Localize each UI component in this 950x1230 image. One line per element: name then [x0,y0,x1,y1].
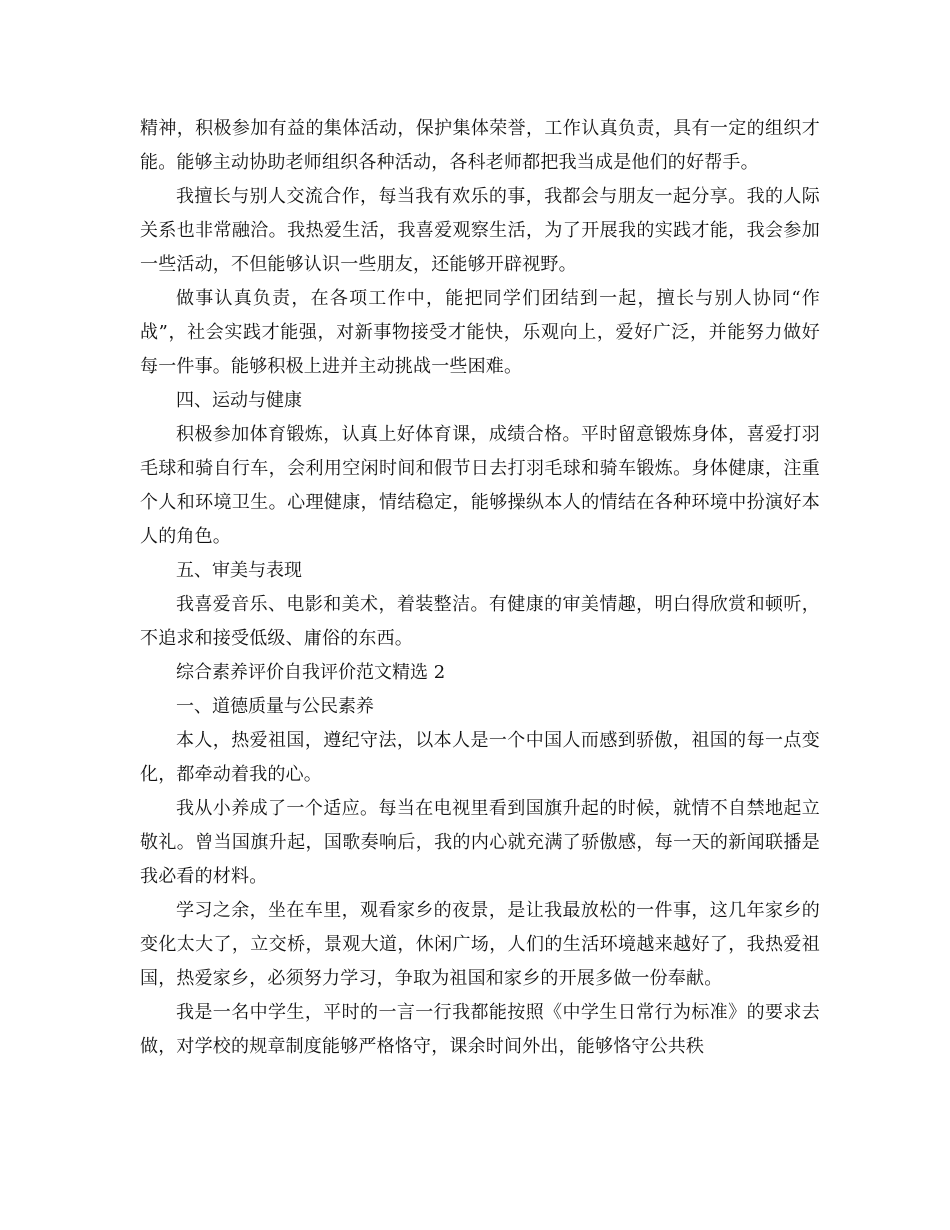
article-title-2: 综合素养评价自我评价范文精选 2 [176,662,446,683]
section-heading-aesthetics: 五、审美与表现 [176,560,302,581]
paragraph-hometown: 学习之余，坐在车里，观看家乡的夜景，是让我最放松的一件事，这几年家乡的变化太大了，立交桥，景观大道，休闲广场，人们的生活环境越来越好了，我热爱祖国，热爱家乡，必须努力学习，争取为祖国和家乡的开展多做一份奉献。 [140,900,820,989]
paragraph-flag: 我从小养成了一个适应。每当在电视里看到国旗升起的时候，就情不自禁地起立敬礼。曾当国旗升起，国歌奏响后，我的内心就充满了骄傲感，每一天的新闻联播是我必看的材料。 [140,798,820,887]
paragraph-communication: 我擅长与别人交流合作，每当我有欢乐的事，我都会与朋友一起分享。我的人际关系也非常融洽。我热爱生活，我喜爱观察生活，为了开展我的实践才能，我会参加一些活动，不但能够认识一些朋友，还能够开辟视野。 [140,186,820,275]
paragraph-patriotism: 本人，热爱祖国，遵纪守法，以本人是一个中国人而感到骄傲，祖国的每一点变化，都牵动着我的心。 [140,730,820,785]
paragraph-continuation: 精神，积极参加有益的集体活动，保护集体荣誉，工作认真负责，具有一定的组织才能。能够主动协助老师组织各种活动，各科老师都把我当成是他们的好帮手。 [140,118,820,173]
document-body [140,112,820,1064]
paragraph-aesthetics: 我喜爱音乐、电影和美术，着装整洁。有健康的审美情趣，明白得欣赏和顿听，不追求和接受低级、庸俗的东西。 [140,594,820,649]
section-heading-sports-health: 四、运动与健康 [176,390,302,411]
section-heading-morality: 一、道德质量与公民素养 [176,696,374,717]
paragraph-responsibility: 做事认真负责，在各项工作中，能把同学们团结到一起，擅长与别人协同“作战”，社会实践才能强，对新事物接受才能快，乐观向上，爱好广泛，并能努力做好每一件事。能够积极上进并主动挑战一些困难。 [140,288,820,377]
paragraph-sports: 积极参加体育锻炼，认真上好体育课，成绩合格。平时留意锻炼身体，喜爱打羽毛球和骑自行车，会利用空闲时间和假节日去打羽毛球和骑车锻炼。身体健康，注重个人和环境卫生。心理健康，情结稳定，能够操纵本人的情结在各种环境中扮演好本人的角色。 [140,424,820,547]
paragraph-student-conduct: 我是一名中学生，平时的一言一行我都能按照《中学生日常行为标准》的要求去做，对学校的规章制度能够严格恪守，课余时间外出，能够恪守公共秩 [140,1002,820,1057]
